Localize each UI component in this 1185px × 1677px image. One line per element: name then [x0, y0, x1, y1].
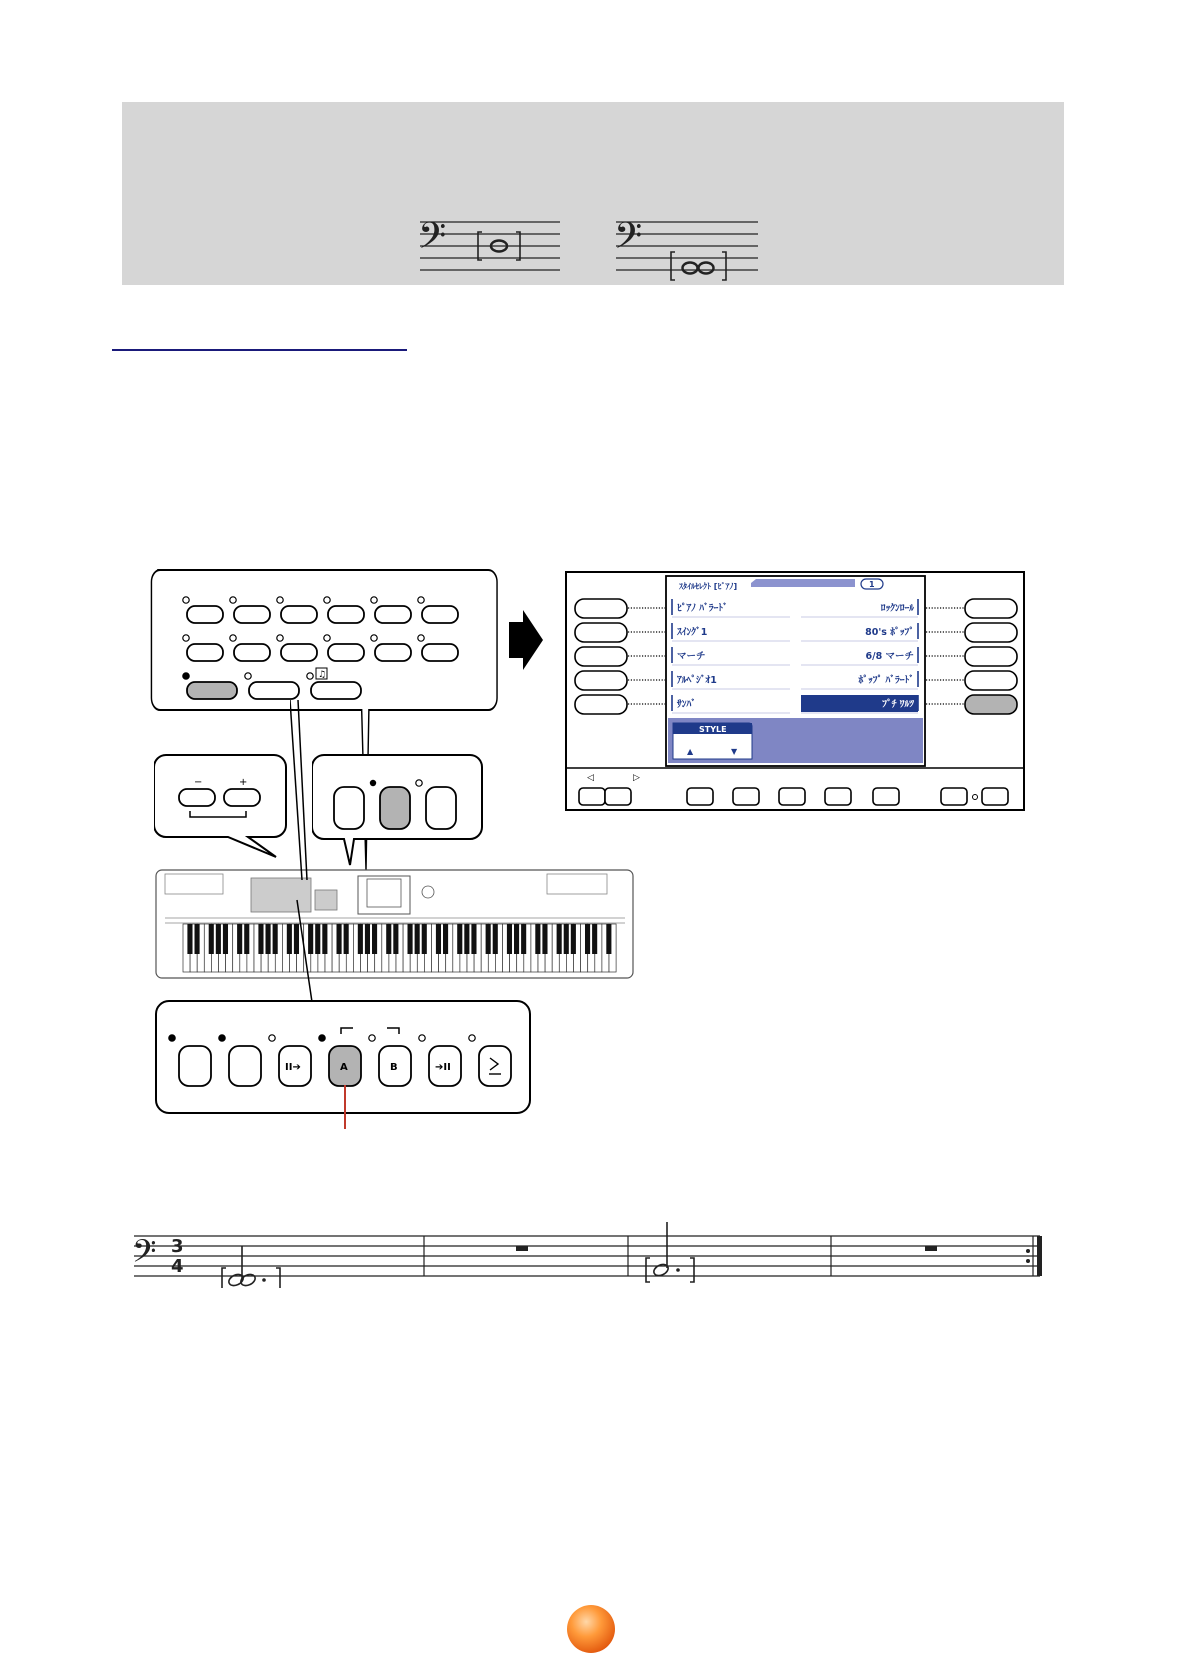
black-key	[486, 924, 491, 954]
lcd-style-tab-label: STYLE	[699, 725, 727, 734]
nav-left-icon: ◁	[587, 773, 594, 783]
lcd-left-item[interactable]: マーチ	[677, 651, 706, 662]
black-key	[436, 924, 441, 954]
style-category-button[interactable]	[234, 644, 270, 661]
tempo-plus-button[interactable]	[224, 789, 260, 806]
red-pointer-line	[344, 1085, 346, 1129]
lcd-left-button-3[interactable]	[575, 647, 627, 666]
staff-examples	[122, 102, 1064, 285]
page-marker	[567, 1605, 615, 1653]
time-signature-bottom: 4	[171, 1256, 184, 1277]
black-key	[443, 924, 448, 954]
panel-button-selected[interactable]	[380, 787, 410, 829]
lcd-tab-down-icon: ▼	[731, 747, 738, 756]
lcd-left-button-5[interactable]	[575, 695, 627, 714]
minus-label: −	[194, 777, 203, 788]
black-key	[408, 924, 413, 954]
bass-clef-icon: 𝄢	[418, 215, 447, 266]
whole-note-interval	[671, 252, 726, 280]
black-key	[422, 924, 427, 954]
keyboard-illustration	[155, 868, 635, 980]
lcd-title: ｽﾀｲﾙｾﾚｸﾄ [ﾋﾟｱﾉ]	[679, 582, 738, 591]
black-key	[464, 924, 469, 954]
black-key	[358, 924, 363, 954]
style-category-button[interactable]	[187, 644, 223, 661]
style-category-button[interactable]	[234, 606, 270, 623]
acmp-callout	[312, 753, 487, 868]
black-key	[244, 924, 249, 954]
main-b-label: B	[390, 1062, 398, 1073]
tempo-callout	[154, 753, 289, 863]
pointer-lines	[290, 700, 330, 1005]
keyboard-svg	[155, 868, 635, 980]
style-category-panel	[155, 572, 485, 708]
black-key	[344, 924, 349, 954]
lcd-tab-up-icon: ▲	[687, 747, 694, 756]
lcd-left-item[interactable]: ｻﾝﾊﾞ	[677, 699, 697, 710]
main-a-label: A	[340, 1062, 348, 1073]
lcd-bottom-button-8[interactable]	[941, 788, 967, 805]
style-category-button[interactable]	[422, 606, 458, 623]
black-key	[187, 924, 192, 954]
lcd-bottom-button-6[interactable]	[825, 788, 851, 805]
plus-label: +	[239, 777, 248, 788]
black-key	[386, 924, 391, 954]
black-key	[507, 924, 512, 954]
lcd-left-item[interactable]: ｱﾙﾍﾟｼﾞｵ1	[677, 675, 717, 686]
black-key	[585, 924, 590, 954]
sync-start-label: II➔	[285, 1062, 301, 1073]
black-key	[372, 924, 377, 954]
lcd-bottom-button-3[interactable]	[687, 788, 713, 805]
sync-stop-label: ➔II	[435, 1062, 451, 1073]
style-category-button[interactable]	[311, 682, 361, 699]
black-key	[223, 924, 228, 954]
acmp-on-off-button[interactable]	[179, 1046, 211, 1086]
style-category-button[interactable]	[281, 644, 317, 661]
black-key	[493, 924, 498, 954]
black-key	[592, 924, 597, 954]
lcd-right-item[interactable]: 6/8 マーチ	[865, 651, 914, 662]
style-category-button[interactable]	[328, 606, 364, 623]
lcd-right-button-1[interactable]	[965, 599, 1017, 618]
music-note-icon: ♫	[318, 670, 327, 680]
black-key	[606, 924, 611, 954]
lcd-right-item[interactable]: ﾌﾟﾁ ﾜﾙﾂ	[882, 699, 914, 710]
lcd-right-item[interactable]: ﾎﾟｯﾌﾟ ﾊﾞﾗｰﾄﾞ	[858, 675, 914, 686]
lcd-page-number: 1	[869, 580, 875, 589]
lcd-right-button-3[interactable]	[965, 647, 1017, 666]
black-key	[266, 924, 271, 954]
black-key	[535, 924, 540, 954]
black-key	[258, 924, 263, 954]
bass-clef-icon: 𝄢	[614, 215, 643, 266]
transport-callout	[155, 1000, 531, 1115]
black-key	[216, 924, 221, 954]
bass-clef-icon: 𝄢	[132, 1233, 157, 1277]
lcd-right-button-5-selected[interactable]	[965, 695, 1017, 714]
lcd-right-button-2[interactable]	[965, 623, 1017, 642]
arrow-right-icon	[505, 610, 545, 670]
black-key	[393, 924, 398, 954]
style-category-button[interactable]	[281, 606, 317, 623]
black-key	[542, 924, 547, 954]
tempo-minus-button[interactable]	[179, 789, 215, 806]
lcd-right-item[interactable]: 80's ﾎﾟｯﾌﾟ	[865, 627, 914, 638]
lcd-left-button-1[interactable]	[575, 599, 627, 618]
black-key	[471, 924, 476, 954]
style-category-button[interactable]	[187, 606, 223, 623]
panel-button[interactable]	[426, 787, 456, 829]
score-svg	[130, 1218, 1045, 1288]
score-example	[130, 1218, 1045, 1288]
lcd-right-item[interactable]: ﾛｯｸﾝﾛｰﾙ	[880, 603, 914, 614]
black-key	[273, 924, 278, 954]
dotted-half-note	[646, 1222, 694, 1282]
lcd-left-item[interactable]: ｽｲﾝｸﾞ1	[677, 627, 708, 638]
lcd-svg	[565, 571, 1025, 811]
black-key	[209, 924, 214, 954]
example-box	[122, 102, 1064, 285]
black-key	[521, 924, 526, 954]
black-key	[557, 924, 562, 954]
black-key	[365, 924, 370, 954]
heading-underline	[112, 349, 407, 351]
lcd-left-button-4[interactable]	[575, 671, 627, 690]
lcd-left-button-2[interactable]	[575, 623, 627, 642]
style-category-button[interactable]	[375, 606, 411, 623]
black-key	[514, 924, 519, 954]
black-key	[237, 924, 242, 954]
panel-button[interactable]	[334, 787, 364, 829]
lcd-title-bar	[751, 579, 855, 587]
time-signature-top: 3	[171, 1236, 184, 1257]
lcd-right-button-4[interactable]	[965, 671, 1017, 690]
style-category-button[interactable]	[249, 682, 299, 699]
whole-rest	[516, 1246, 528, 1251]
black-key	[415, 924, 420, 954]
lcd-bottom-button-9[interactable]	[982, 788, 1008, 805]
lcd-bottom-button-2[interactable]	[605, 788, 631, 805]
nav-right-icon: ▷	[633, 773, 640, 783]
black-key	[571, 924, 576, 954]
whole-rest	[925, 1246, 937, 1251]
style-category-button[interactable]	[375, 644, 411, 661]
style-category-button[interactable]	[328, 644, 364, 661]
lcd-bottom-button-5[interactable]	[779, 788, 805, 805]
black-key	[195, 924, 200, 954]
lcd-bottom-button-4[interactable]	[733, 788, 759, 805]
lcd-left-item[interactable]: ﾋﾟｱﾉ ﾊﾞﾗｰﾄﾞ	[677, 603, 728, 614]
intro-button[interactable]	[229, 1046, 261, 1086]
style-category-button-selected[interactable]	[187, 682, 237, 699]
lcd-bottom-button-7[interactable]	[873, 788, 899, 805]
black-key	[564, 924, 569, 954]
lcd-panel	[565, 571, 1025, 811]
black-key	[457, 924, 462, 954]
black-key	[337, 924, 342, 954]
style-category-button[interactable]	[422, 644, 458, 661]
lcd-bottom-button-1[interactable]	[579, 788, 605, 805]
dotted-half-interval	[222, 1246, 280, 1288]
